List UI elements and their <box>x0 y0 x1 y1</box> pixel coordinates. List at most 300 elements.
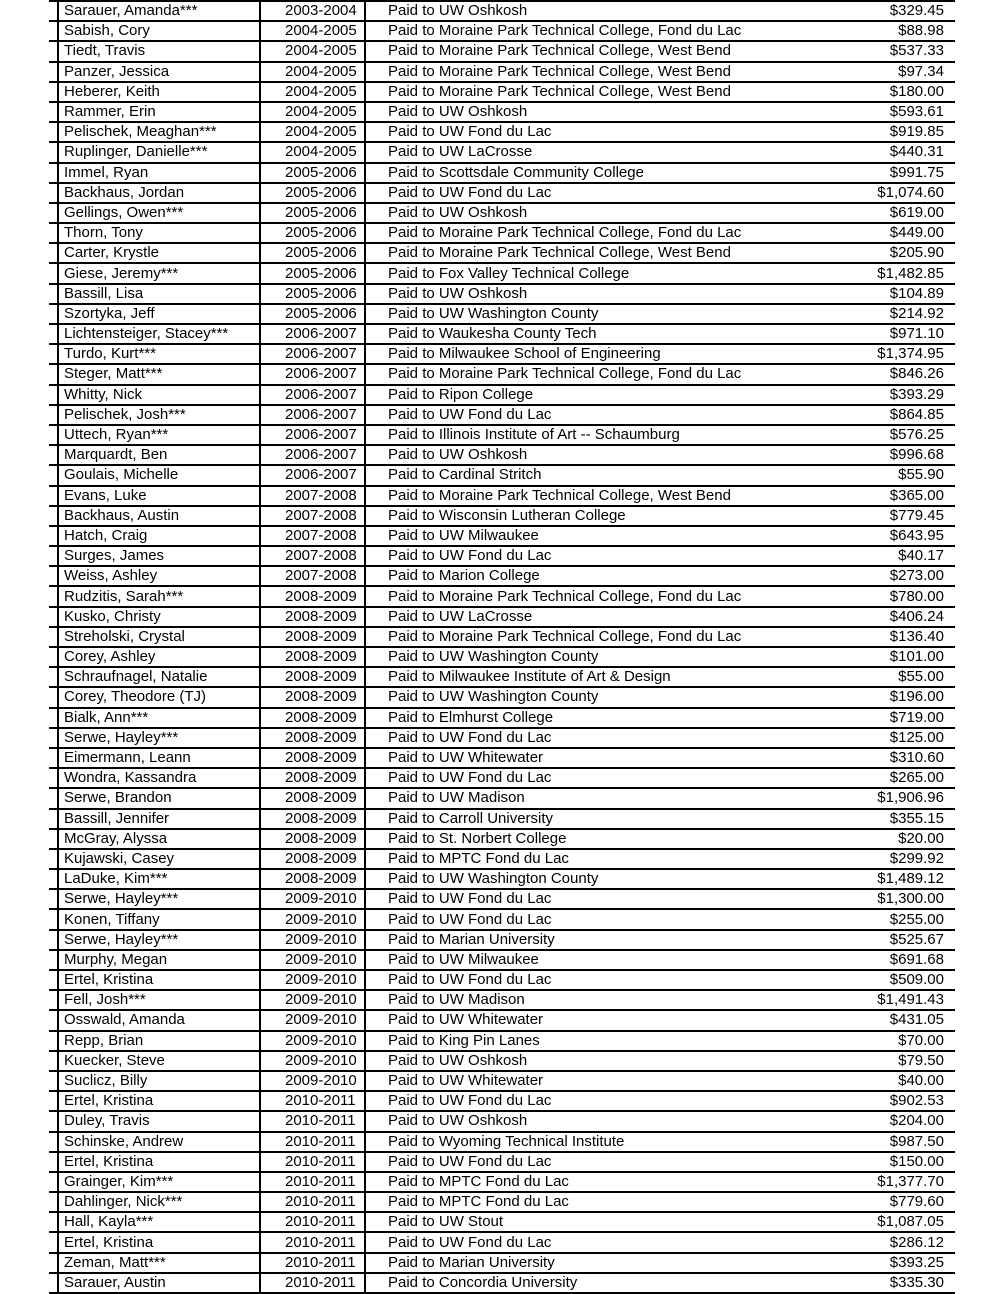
paid-to-cell: Paid to Moraine Park Technical College, West Bend <box>388 244 731 262</box>
paid-to-cell: Paid to UW Washington County <box>388 870 599 888</box>
paid-to-cell: Paid to Cardinal Stritch <box>388 466 542 484</box>
school-year-cell: 2006-2007 <box>261 386 366 404</box>
table-row <box>49 1233 955 1253</box>
table-row <box>49 547 955 567</box>
recipient-name-cell: Kuecker, Steve <box>59 1052 261 1070</box>
paid-to-cell: Paid to Marion College <box>388 567 540 585</box>
school-year-cell: 2010-2011 <box>261 1254 366 1272</box>
amount-cell: $987.50 <box>889 1132 944 1150</box>
recipient-name-cell: Corey, Ashley <box>59 648 261 666</box>
paid-to-cell: Paid to UW Whitewater <box>388 1072 544 1090</box>
table-row <box>49 991 955 1011</box>
table-row <box>49 123 955 143</box>
recipient-name-cell: Ertel, Kristina <box>59 1233 261 1251</box>
amount-cell: $691.68 <box>889 950 944 968</box>
recipient-name-cell: Repp, Brian <box>59 1032 261 1050</box>
school-year-cell: 2010-2011 <box>261 1092 366 1110</box>
amount-cell: $919.85 <box>889 123 944 141</box>
amount-cell: $150.00 <box>889 1152 944 1170</box>
paid-to-cell: Paid to Moraine Park Technical College, West Bend <box>388 486 731 504</box>
recipient-name-cell: LaDuke, Kim*** <box>59 870 261 888</box>
recipient-name-cell: Duley, Travis <box>59 1112 261 1130</box>
paid-to-cell: Paid to St. Norbert College <box>388 829 567 847</box>
school-year-cell: 2005-2006 <box>261 204 366 222</box>
table-row <box>49 1072 955 1092</box>
paid-to-cell: Paid to Milwaukee School of Engineering <box>388 345 661 363</box>
table-row <box>49 22 955 42</box>
paid-to-cell: Paid to Concordia University <box>388 1273 578 1291</box>
recipient-name-cell: Weiss, Ashley <box>59 567 261 585</box>
school-year-cell: 2006-2007 <box>261 426 366 444</box>
amount-cell: $136.40 <box>889 627 944 645</box>
paid-to-cell: Paid to Wisconsin Lutheran College <box>388 506 626 524</box>
paid-to-cell: Paid to UW Madison <box>388 991 525 1009</box>
amount-cell: $1,374.95 <box>877 345 944 363</box>
table-row <box>49 749 955 769</box>
recipient-name-cell: Panzer, Jessica <box>59 63 261 81</box>
recipient-name-cell: Thorn, Tony <box>59 224 261 242</box>
recipient-name-cell: Gellings, Owen*** <box>59 204 261 222</box>
amount-cell: $79.50 <box>898 1051 944 1069</box>
recipient-name-cell: Szortyka, Jeff <box>59 305 261 323</box>
table-row <box>49 386 955 406</box>
amount-cell: $1,482.85 <box>877 264 944 282</box>
paid-to-cell: Paid to UW Fond du Lac <box>388 183 552 201</box>
school-year-cell: 2003-2004 <box>261 2 366 20</box>
recipient-name-cell: Immel, Ryan <box>59 164 261 182</box>
paid-to-cell: Paid to Ripon College <box>388 385 534 403</box>
school-year-cell: 2008-2009 <box>261 688 366 706</box>
school-year-cell: 2008-2009 <box>261 870 366 888</box>
table-row <box>49 305 955 325</box>
amount-cell: $1,377.70 <box>877 1172 944 1190</box>
table-row <box>49 63 955 83</box>
amount-cell: $902.53 <box>889 1092 944 1110</box>
recipient-name-cell: Sarauer, Austin <box>59 1274 261 1292</box>
amount-cell: $55.90 <box>898 466 944 484</box>
school-year-cell: 2008-2009 <box>261 830 366 848</box>
paid-to-cell: Paid to Illinois Institute of Art -- Schaumburg <box>388 426 680 444</box>
amount-cell: $214.92 <box>889 304 944 322</box>
school-year-cell: 2009-2010 <box>261 991 366 1009</box>
amount-cell: $1,906.96 <box>877 789 944 807</box>
amount-cell: $70.00 <box>898 1031 944 1049</box>
amount-cell: $335.30 <box>889 1273 944 1291</box>
amount-cell: $101.00 <box>889 648 944 666</box>
paid-to-cell: Paid to UW Oshkosh <box>388 1112 528 1130</box>
amount-cell: $355.15 <box>889 809 944 827</box>
table-row <box>49 264 955 284</box>
paid-to-cell: Paid to Fox Valley Technical College <box>388 264 630 282</box>
table-row <box>49 668 955 688</box>
recipient-name-cell: Pelischek, Josh*** <box>59 406 261 424</box>
recipient-name-cell: Heberer, Keith <box>59 83 261 101</box>
school-year-cell: 2004-2005 <box>261 22 366 40</box>
paid-to-cell: Paid to MPTC Fond du Lac <box>388 1172 569 1190</box>
school-year-cell: 2008-2009 <box>261 789 366 807</box>
recipient-name-cell: Surges, James <box>59 547 261 565</box>
school-year-cell: 2008-2009 <box>261 668 366 686</box>
school-year-cell: 2006-2007 <box>261 345 366 363</box>
paid-to-cell: Paid to UW Oshkosh <box>388 203 528 221</box>
table-row <box>49 628 955 648</box>
paid-to-cell: Paid to Milwaukee Institute of Art & Design <box>388 668 671 686</box>
paid-to-cell: Paid to UW Whitewater <box>388 1011 544 1029</box>
recipient-name-cell: Backhaus, Austin <box>59 507 261 525</box>
recipient-name-cell: Osswald, Amanda <box>59 1011 261 1029</box>
table-row <box>49 870 955 890</box>
paid-to-cell: Paid to UW Fond du Lac <box>388 1152 552 1170</box>
amount-cell: $619.00 <box>889 203 944 221</box>
recipient-name-cell: Serwe, Brandon <box>59 789 261 807</box>
school-year-cell: 2010-2011 <box>261 1112 366 1130</box>
school-year-cell: 2005-2006 <box>261 264 366 282</box>
school-year-cell: 2007-2008 <box>261 527 366 545</box>
school-year-cell: 2009-2010 <box>261 1052 366 1070</box>
recipient-name-cell: Sarauer, Amanda*** <box>59 2 261 20</box>
amount-cell: $1,074.60 <box>877 183 944 201</box>
table-row <box>49 426 955 446</box>
paid-to-cell: Paid to UW Oshkosh <box>388 103 528 121</box>
amount-cell: $846.26 <box>889 365 944 383</box>
amount-cell: $779.45 <box>889 506 944 524</box>
recipient-name-cell: Sabish, Cory <box>59 22 261 40</box>
paid-to-cell: Paid to UW Fond du Lac <box>388 890 552 908</box>
recipient-name-cell: Tiedt, Travis <box>59 42 261 60</box>
amount-cell: $643.95 <box>889 526 944 544</box>
amount-cell: $780.00 <box>889 587 944 605</box>
table-row <box>49 1153 955 1173</box>
table-row <box>49 446 955 466</box>
school-year-cell: 2007-2008 <box>261 567 366 585</box>
table-row <box>49 729 955 749</box>
recipient-name-cell: Dahlinger, Nick*** <box>59 1193 261 1211</box>
table-row <box>49 890 955 910</box>
amount-cell: $196.00 <box>889 688 944 706</box>
paid-to-cell: Paid to UW Fond du Lac <box>388 910 552 928</box>
payments-table <box>49 0 955 1294</box>
table-row <box>49 709 955 729</box>
school-year-cell: 2009-2010 <box>261 890 366 908</box>
amount-cell: $525.67 <box>889 930 944 948</box>
table-row <box>49 769 955 789</box>
paid-to-cell: Paid to UW Oshkosh <box>388 2 528 20</box>
recipient-name-cell: Carter, Krystle <box>59 244 261 262</box>
recipient-name-cell: Uttech, Ryan*** <box>59 426 261 444</box>
paid-to-cell: Paid to UW Whitewater <box>388 749 544 767</box>
amount-cell: $393.29 <box>889 385 944 403</box>
school-year-cell: 2010-2011 <box>261 1153 366 1171</box>
school-year-cell: 2008-2009 <box>261 628 366 646</box>
school-year-cell: 2007-2008 <box>261 547 366 565</box>
school-year-cell: 2005-2006 <box>261 224 366 242</box>
amount-cell: $431.05 <box>889 1011 944 1029</box>
recipient-name-cell: Giese, Jeremy*** <box>59 264 261 282</box>
table-row <box>49 42 955 62</box>
amount-cell: $440.31 <box>889 143 944 161</box>
paid-to-cell: Paid to UW Fond du Lac <box>388 769 552 787</box>
table-row <box>49 648 955 668</box>
table-row <box>49 850 955 870</box>
recipient-name-cell: Schinske, Andrew <box>59 1133 261 1151</box>
school-year-cell: 2010-2011 <box>261 1133 366 1151</box>
paid-to-cell: Paid to UW Fond du Lac <box>388 728 552 746</box>
school-year-cell: 2008-2009 <box>261 810 366 828</box>
recipient-name-cell: Eimermann, Leann <box>59 749 261 767</box>
paid-to-cell: Paid to Moraine Park Technical College, West Bend <box>388 62 731 80</box>
amount-cell: $299.92 <box>889 849 944 867</box>
amount-cell: $449.00 <box>889 224 944 242</box>
paid-to-cell: Paid to Moraine Park Technical College, Fond du Lac <box>388 365 742 383</box>
paid-to-cell: Paid to Wyoming Technical Institute <box>388 1132 625 1150</box>
paid-to-cell: Paid to UW Fond du Lac <box>388 547 552 565</box>
amount-cell: $1,489.12 <box>877 870 944 888</box>
table-row <box>49 527 955 547</box>
recipient-name-cell: Wondra, Kassandra <box>59 769 261 787</box>
recipient-name-cell: Fell, Josh*** <box>59 991 261 1009</box>
recipient-name-cell: Ertel, Kristina <box>59 971 261 989</box>
amount-cell: $273.00 <box>889 567 944 585</box>
recipient-name-cell: Serwe, Hayley*** <box>59 729 261 747</box>
table-row <box>49 1173 955 1193</box>
paid-to-cell: Paid to UW Fond du Lac <box>388 1092 552 1110</box>
amount-cell: $329.45 <box>889 2 944 20</box>
paid-to-cell: Paid to Moraine Park Technical College, Fond du Lac <box>388 627 742 645</box>
table-row <box>49 365 955 385</box>
table-row <box>49 83 955 103</box>
amount-cell: $991.75 <box>889 163 944 181</box>
school-year-cell: 2010-2011 <box>261 1274 366 1292</box>
table-row <box>49 1052 955 1072</box>
table-row <box>49 567 955 587</box>
school-year-cell: 2008-2009 <box>261 749 366 767</box>
paid-to-cell: Paid to Moraine Park Technical College, Fond du Lac <box>388 587 742 605</box>
recipient-name-cell: Lichtensteiger, Stacey*** <box>59 325 261 343</box>
table-row <box>49 1193 955 1213</box>
amount-cell: $20.00 <box>898 829 944 847</box>
recipient-name-cell: Bassill, Lisa <box>59 285 261 303</box>
amount-cell: $125.00 <box>889 728 944 746</box>
table-row <box>49 931 955 951</box>
recipient-name-cell: Rammer, Erin <box>59 103 261 121</box>
school-year-cell: 2004-2005 <box>261 123 366 141</box>
paid-to-cell: Paid to MPTC Fond du Lac <box>388 1193 569 1211</box>
amount-cell: $1,491.43 <box>877 991 944 1009</box>
recipient-name-cell: Kujawski, Casey <box>59 850 261 868</box>
table-row <box>49 406 955 426</box>
amount-cell: $40.17 <box>898 547 944 565</box>
recipient-name-cell: Hatch, Craig <box>59 527 261 545</box>
table-row <box>49 204 955 224</box>
school-year-cell: 2009-2010 <box>261 1032 366 1050</box>
paid-to-cell: Paid to Moraine Park Technical College, Fond du Lac <box>388 224 742 242</box>
table-row <box>49 143 955 163</box>
school-year-cell: 2006-2007 <box>261 365 366 383</box>
school-year-cell: 2008-2009 <box>261 850 366 868</box>
table-row <box>49 910 955 930</box>
amount-cell: $971.10 <box>889 325 944 343</box>
paid-to-cell: Paid to UW Fond du Lac <box>388 405 552 423</box>
school-year-cell: 2010-2011 <box>261 1233 366 1251</box>
school-year-cell: 2006-2007 <box>261 325 366 343</box>
amount-cell: $97.34 <box>898 62 944 80</box>
table-row <box>49 1032 955 1052</box>
amount-cell: $55.00 <box>898 668 944 686</box>
school-year-cell: 2004-2005 <box>261 143 366 161</box>
table-row <box>49 244 955 264</box>
school-year-cell: 2008-2009 <box>261 729 366 747</box>
amount-cell: $576.25 <box>889 426 944 444</box>
school-year-cell: 2009-2010 <box>261 931 366 949</box>
school-year-cell: 2005-2006 <box>261 244 366 262</box>
school-year-cell: 2004-2005 <box>261 42 366 60</box>
recipient-name-cell: Konen, Tiffany <box>59 910 261 928</box>
table-row <box>49 810 955 830</box>
paid-to-cell: Paid to Carroll University <box>388 809 554 827</box>
school-year-cell: 2009-2010 <box>261 951 366 969</box>
recipient-name-cell: Streholski, Crystal <box>59 628 261 646</box>
school-year-cell: 2005-2006 <box>261 164 366 182</box>
amount-cell: $719.00 <box>889 708 944 726</box>
amount-cell: $205.90 <box>889 244 944 262</box>
recipient-name-cell: Zeman, Matt*** <box>59 1254 261 1272</box>
recipient-name-cell: Ruplinger, Danielle*** <box>59 143 261 161</box>
amount-cell: $509.00 <box>889 971 944 989</box>
recipient-name-cell: Hall, Kayla*** <box>59 1213 261 1231</box>
recipient-name-cell: Bassill, Jennifer <box>59 810 261 828</box>
school-year-cell: 2010-2011 <box>261 1193 366 1211</box>
school-year-cell: 2006-2007 <box>261 406 366 424</box>
school-year-cell: 2005-2006 <box>261 305 366 323</box>
amount-cell: $180.00 <box>889 82 944 100</box>
amount-cell: $537.33 <box>889 42 944 60</box>
table-row <box>49 1133 955 1153</box>
recipient-name-cell: Serwe, Hayley*** <box>59 890 261 908</box>
school-year-cell: 2004-2005 <box>261 103 366 121</box>
amount-cell: $40.00 <box>898 1072 944 1090</box>
school-year-cell: 2005-2006 <box>261 184 366 202</box>
recipient-name-cell: Steger, Matt*** <box>59 365 261 383</box>
paid-to-cell: Paid to UW Oshkosh <box>388 446 528 464</box>
table-row <box>49 830 955 850</box>
paid-to-cell: Paid to UW Fond du Lac <box>388 123 552 141</box>
table-row <box>49 224 955 244</box>
school-year-cell: 2010-2011 <box>261 1213 366 1231</box>
table-row <box>49 789 955 809</box>
paid-to-cell: Paid to UW Washington County <box>388 648 599 666</box>
paid-to-cell: Paid to UW LaCrosse <box>388 607 533 625</box>
table-row <box>49 487 955 507</box>
school-year-cell: 2008-2009 <box>261 769 366 787</box>
amount-cell: $88.98 <box>898 22 944 40</box>
paid-to-cell: Paid to King Pin Lanes <box>388 1031 540 1049</box>
table-row <box>49 164 955 184</box>
amount-cell: $1,087.05 <box>877 1213 944 1231</box>
recipient-name-cell: McGray, Alyssa <box>59 830 261 848</box>
school-year-cell: 2010-2011 <box>261 1173 366 1191</box>
paid-to-cell: Paid to UW Fond du Lac <box>388 971 552 989</box>
table-row <box>49 325 955 345</box>
school-year-cell: 2009-2010 <box>261 971 366 989</box>
table-row <box>49 1112 955 1132</box>
recipient-name-cell: Serwe, Hayley*** <box>59 931 261 949</box>
recipient-name-cell: Bialk, Ann*** <box>59 709 261 727</box>
amount-cell: $406.24 <box>889 607 944 625</box>
table-row <box>49 1254 955 1274</box>
recipient-name-cell: Whitty, Nick <box>59 386 261 404</box>
amount-cell: $265.00 <box>889 769 944 787</box>
table-row <box>49 608 955 628</box>
school-year-cell: 2009-2010 <box>261 910 366 928</box>
paid-to-cell: Paid to Marian University <box>388 930 555 948</box>
paid-to-cell: Paid to UW Oshkosh <box>388 284 528 302</box>
school-year-cell: 2005-2006 <box>261 285 366 303</box>
table-row <box>49 971 955 991</box>
table-row <box>49 587 955 607</box>
paid-to-cell: Paid to UW Stout <box>388 1213 504 1231</box>
paid-to-cell: Paid to Moraine Park Technical College, Fond du Lac <box>388 22 742 40</box>
amount-cell: $1,300.00 <box>877 890 944 908</box>
school-year-cell: 2008-2009 <box>261 608 366 626</box>
amount-cell: $204.00 <box>889 1112 944 1130</box>
recipient-name-cell: Ertel, Kristina <box>59 1153 261 1171</box>
school-year-cell: 2007-2008 <box>261 507 366 525</box>
school-year-cell: 2007-2008 <box>261 487 366 505</box>
amount-cell: $365.00 <box>889 486 944 504</box>
table-row <box>49 951 955 971</box>
recipient-name-cell: Corey, Theodore (TJ) <box>59 688 261 706</box>
paid-to-cell: Paid to UW Washington County <box>388 688 599 706</box>
school-year-cell: 2008-2009 <box>261 648 366 666</box>
amount-cell: $104.89 <box>889 284 944 302</box>
table-row <box>49 507 955 527</box>
recipient-name-cell: Turdo, Kurt*** <box>59 345 261 363</box>
paid-to-cell: Paid to Waukesha County Tech <box>388 325 597 343</box>
amount-cell: $393.25 <box>889 1253 944 1271</box>
school-year-cell: 2009-2010 <box>261 1011 366 1029</box>
amount-cell: $286.12 <box>889 1233 944 1251</box>
table-row <box>49 103 955 123</box>
table-row <box>49 1092 955 1112</box>
table-row <box>49 688 955 708</box>
paid-to-cell: Paid to UW Fond du Lac <box>388 1233 552 1251</box>
recipient-name-cell: Backhaus, Jordan <box>59 184 261 202</box>
recipient-name-cell: Rudzitis, Sarah*** <box>59 587 261 605</box>
school-year-cell: 2006-2007 <box>261 446 366 464</box>
paid-to-cell: Paid to Scottsdale Community College <box>388 163 644 181</box>
school-year-cell: 2006-2007 <box>261 466 366 484</box>
paid-to-cell: Paid to MPTC Fond du Lac <box>388 849 569 867</box>
school-year-cell: 2004-2005 <box>261 63 366 81</box>
recipient-name-cell: Kusko, Christy <box>59 608 261 626</box>
recipient-name-cell: Pelischek, Meaghan*** <box>59 123 261 141</box>
paid-to-cell: Paid to Moraine Park Technical College, West Bend <box>388 42 731 60</box>
school-year-cell: 2004-2005 <box>261 83 366 101</box>
school-year-cell: 2008-2009 <box>261 587 366 605</box>
paid-to-cell: Paid to Elmhurst College <box>388 708 554 726</box>
amount-cell: $779.60 <box>889 1193 944 1211</box>
amount-cell: $996.68 <box>889 446 944 464</box>
school-year-cell: 2008-2009 <box>261 709 366 727</box>
table-row <box>49 184 955 204</box>
table-row <box>49 345 955 365</box>
paid-to-cell: Paid to UW Milwaukee <box>388 950 539 968</box>
recipient-name-cell: Marquardt, Ben <box>59 446 261 464</box>
table-row <box>49 2 955 22</box>
amount-cell: $310.60 <box>889 749 944 767</box>
paid-to-cell: Paid to Marian University <box>388 1253 555 1271</box>
table-row <box>49 466 955 486</box>
